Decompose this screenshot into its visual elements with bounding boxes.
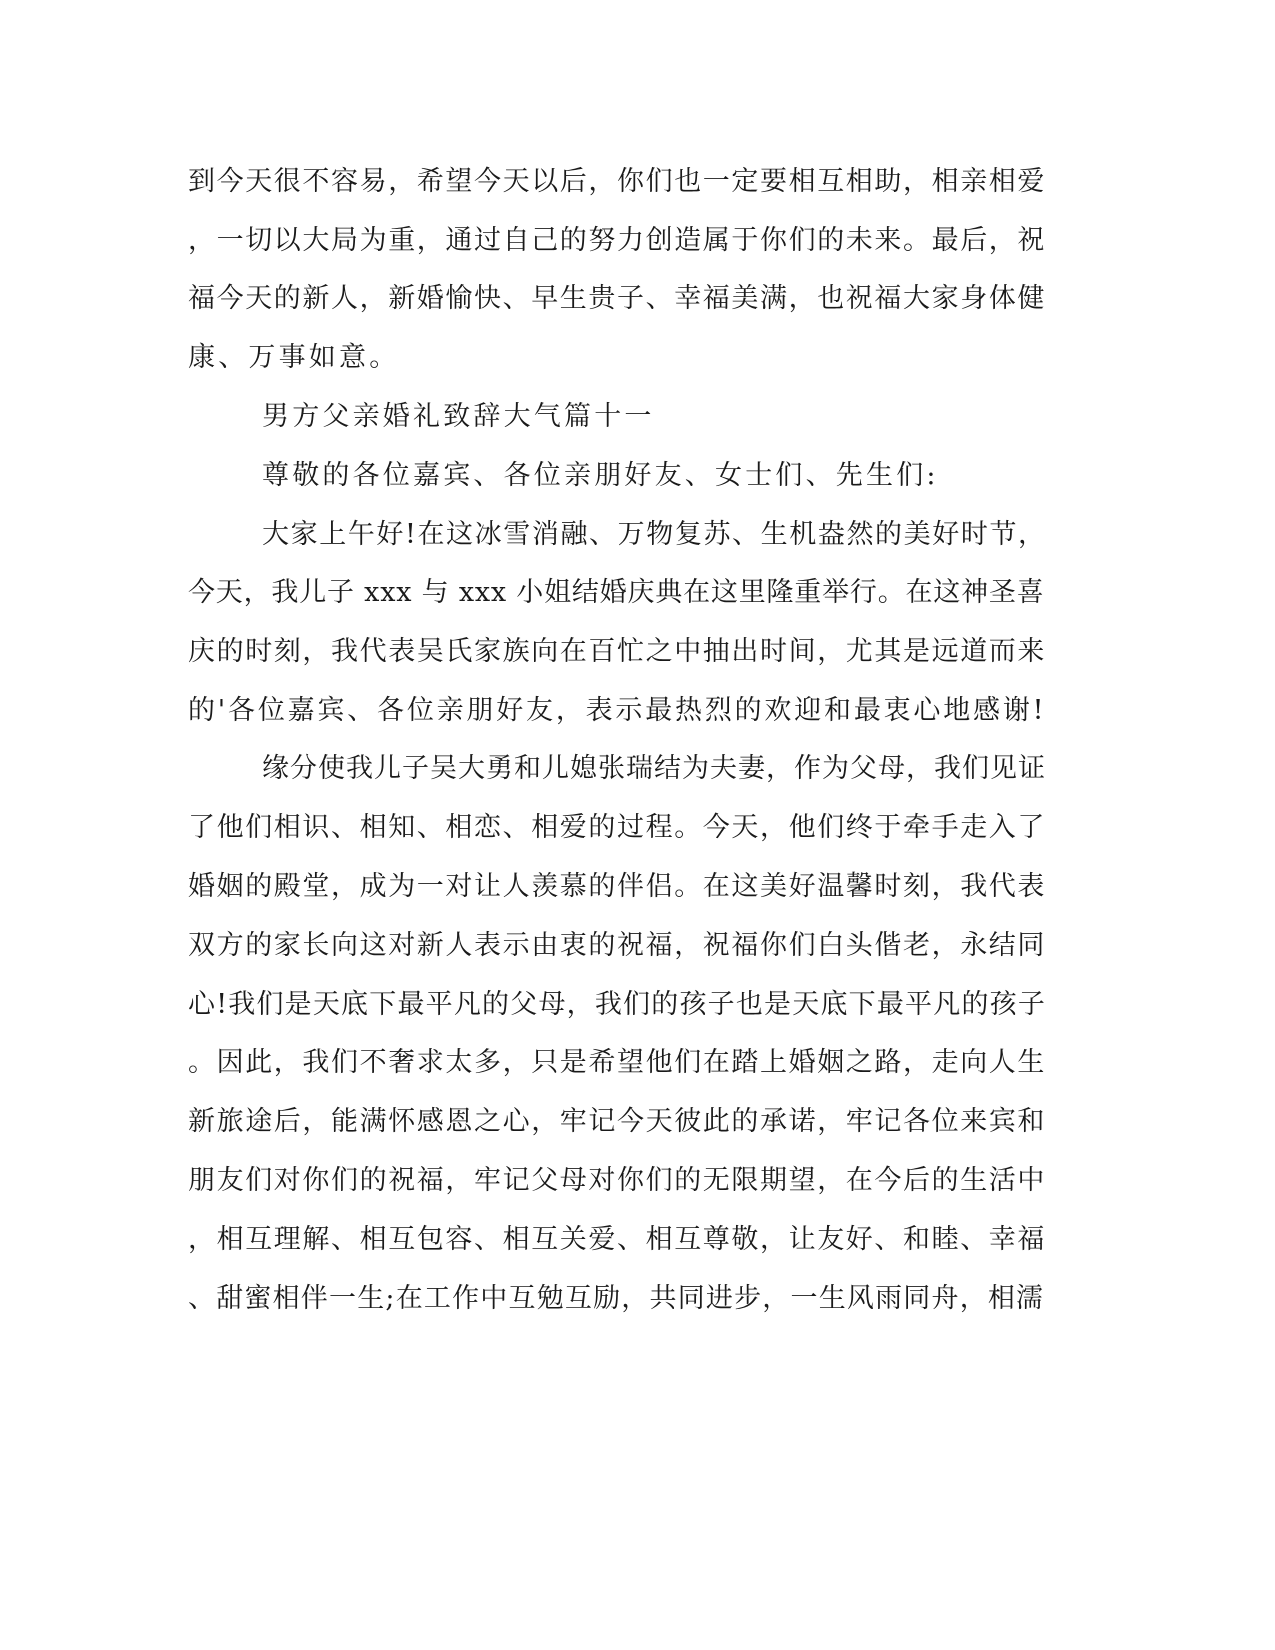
paragraph-line: 缘分使我儿子吴大勇和儿媳张瑞结为夫妻，作为父母，我们见证 — [262, 753, 1046, 784]
paragraph-line: 心!我们是天底下最平凡的父母，我们的孩子也是天底下最平凡的孩子 — [188, 989, 1047, 1020]
paragraph-line: 康、万事如意。 — [188, 342, 400, 373]
paragraph-line: 了他们相识、相知、相恋、相爱的过程。今天，他们终于牵手走入了 — [188, 812, 1046, 843]
section-heading: 男方父亲婚礼致辞大气篇十一 — [262, 401, 655, 432]
paragraph-line: ，相互理解、相互包容、相互关爱、相互尊敬，让友好、和睦、幸福 — [188, 1224, 1046, 1255]
paragraph-line: 今天，我儿子 xxx 与 xxx 小姐结婚庆典在这里隆重举行。在这神圣喜 — [188, 577, 1045, 608]
paragraph-line: 庆的时刻，我代表吴氏家族向在百忙之中抽出时间，尤其是远道而来 — [188, 636, 1046, 667]
paragraph-line: 到今天很不容易，希望今天以后，你们也一定要相互相助，相亲相爱 — [188, 166, 1046, 197]
paragraph-line: 福今天的新人，新婚愉快、早生贵子、幸福美满，也祝福大家身体健 — [188, 283, 1046, 314]
paragraph-line: ，一切以大局为重，通过自己的努力创造属于你们的未来。最后，祝 — [188, 225, 1046, 256]
salutation: 尊敬的各位嘉宾、各位亲朋好友、女士们、先生们: — [262, 460, 939, 491]
paragraph-line: 婚姻的殿堂，成为一对让人羡慕的伴侣。在这美好温馨时刻，我代表 — [188, 871, 1046, 902]
paragraph-line: 。因此，我们不奢求太多，只是希望他们在踏上婚姻之路，走向人生 — [188, 1047, 1046, 1078]
paragraph-line: 双方的家长向这对新人表示由衷的祝福，祝福你们白头偕老，永结同 — [188, 930, 1046, 961]
paragraph-line: 大家上午好!在这冰雪消融、万物复苏、生机盎然的美好时节， — [262, 519, 1047, 550]
paragraph-line: 的'各位嘉宾、各位亲朋好友，表示最热烈的欢迎和最衷心地感谢! — [188, 695, 1047, 726]
paragraph-line: 新旅途后，能满怀感恩之心，牢记今天彼此的承诺，牢记各位来宾和 — [188, 1106, 1046, 1137]
paragraph-line: 朋友们对你们的祝福，牢记父母对你们的无限期望，在今后的生活中 — [188, 1165, 1046, 1196]
paragraph-line: 、甜蜜相伴一生;在工作中互勉互励，共同进步，一生风雨同舟，相濡 — [188, 1283, 1045, 1314]
